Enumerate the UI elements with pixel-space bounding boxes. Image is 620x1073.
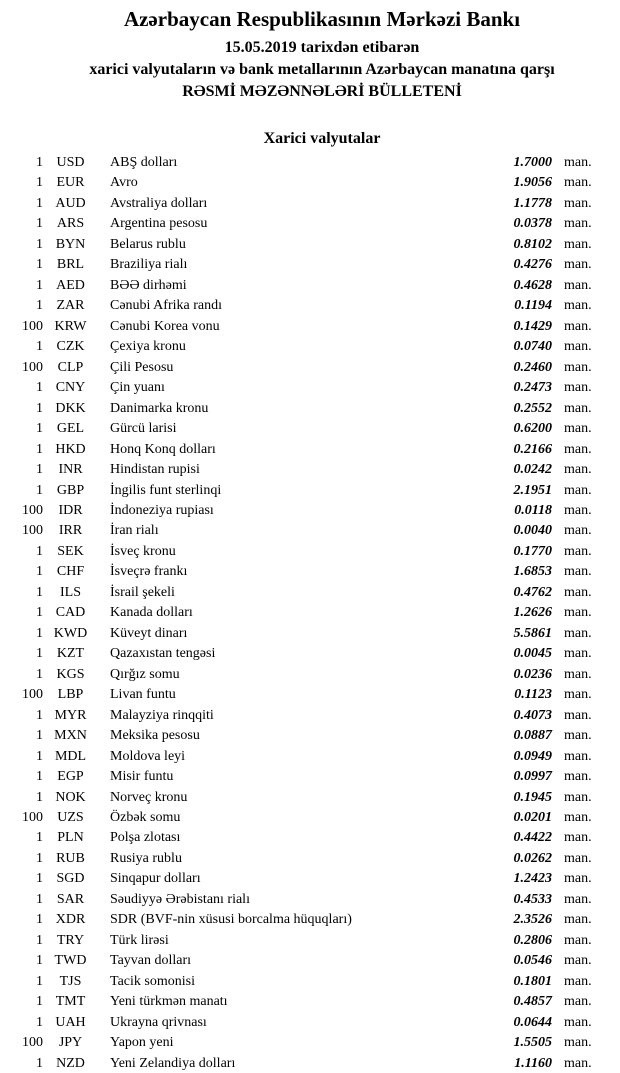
rate-unit-label: man. xyxy=(564,1055,592,1071)
rate-unit-label: man. xyxy=(564,195,592,211)
currency-code: ILS xyxy=(60,584,81,600)
currency-code: JPY xyxy=(58,1035,83,1051)
currency-name: Honq Konq dolları xyxy=(110,441,216,457)
section-title-foreign-currencies: Xarici valyutalar xyxy=(263,130,381,147)
bulletin-header xyxy=(24,0,620,103)
effective-date-line: 15.05.2019 tarixdən etibarən xyxy=(224,39,420,56)
rate-quantity: 1 xyxy=(36,666,43,682)
rate-value: 0.4276 xyxy=(513,257,552,273)
rate-value: 1.2423 xyxy=(513,871,552,887)
rate-unit-label: man. xyxy=(564,462,592,478)
rate-unit-label: man. xyxy=(564,339,592,355)
rate-quantity: 100 xyxy=(22,1035,43,1051)
rate-row xyxy=(0,481,620,501)
currency-code: SEK xyxy=(57,543,84,559)
rate-unit-label: man. xyxy=(564,871,592,887)
rate-unit-label: man. xyxy=(564,584,592,600)
currency-name: Rusiya rublu xyxy=(110,850,182,866)
currency-name: Özbək somu xyxy=(110,810,181,825)
rate-quantity: 1 xyxy=(36,891,43,907)
rate-value: 0.4857 xyxy=(513,994,552,1010)
currency-name: Qırğız somu xyxy=(110,666,180,682)
currency-code: CHF xyxy=(56,564,85,580)
rate-row xyxy=(0,644,620,664)
currency-code: TRY xyxy=(56,932,85,948)
currency-name: İsrail şekeli xyxy=(110,584,175,600)
rate-value: 0.0887 xyxy=(513,728,552,744)
rate-value: 0.0201 xyxy=(513,810,552,825)
rate-value: 0.2166 xyxy=(513,441,552,457)
rate-unit-label: man. xyxy=(564,646,592,662)
currency-code: NOK xyxy=(55,789,86,805)
rate-row xyxy=(0,153,620,173)
currency-name: Belarus rublu xyxy=(110,236,186,252)
rate-row xyxy=(0,910,620,930)
rate-unit-label: man. xyxy=(564,850,592,866)
rate-value: 0.0949 xyxy=(513,748,552,764)
rate-unit-label: man. xyxy=(564,1014,592,1030)
rate-value: 0.0040 xyxy=(513,523,552,539)
currency-name: Danimarka kronu xyxy=(110,400,209,416)
rate-unit-label: man. xyxy=(564,482,592,498)
rate-quantity: 1 xyxy=(36,1055,43,1071)
rate-unit-label: man. xyxy=(564,994,592,1010)
rate-unit-label: man. xyxy=(564,932,592,948)
rate-row xyxy=(0,399,620,419)
rate-unit-label: man. xyxy=(564,707,592,723)
rate-unit-label: man. xyxy=(564,523,592,539)
rate-quantity: 1 xyxy=(36,605,43,621)
rate-quantity: 1 xyxy=(36,1014,43,1030)
rate-unit-label: man. xyxy=(564,175,592,191)
rate-unit-label: man. xyxy=(564,810,592,825)
rate-unit-label: man. xyxy=(564,728,592,744)
bank-title: Azərbaycan Respublikasının Mərkəzi Bankı xyxy=(123,7,521,31)
currency-name: Braziliya rialı xyxy=(110,257,188,273)
rate-quantity: 1 xyxy=(36,973,43,989)
rate-unit-label: man. xyxy=(564,789,592,805)
rate-quantity: 1 xyxy=(36,625,43,641)
rate-row xyxy=(0,1033,620,1053)
currency-code: TMT xyxy=(55,994,86,1010)
rate-quantity: 1 xyxy=(36,216,43,232)
currency-name: Çin yuanı xyxy=(110,380,165,396)
rate-unit-label: man. xyxy=(564,687,592,703)
currency-name: Malayziya rinqqiti xyxy=(110,707,214,723)
rate-value: 1.5505 xyxy=(513,1035,552,1051)
currency-name: Moldova leyi xyxy=(110,748,186,764)
rate-value: 0.4628 xyxy=(513,277,552,293)
currency-name: Argentina pesosu xyxy=(110,216,208,232)
rate-quantity: 100 xyxy=(22,810,43,825)
currency-code: IDR xyxy=(58,502,83,518)
currency-name: Tayvan dolları xyxy=(110,953,192,969)
rate-value: 0.2460 xyxy=(513,359,552,375)
rate-row xyxy=(0,1054,620,1073)
rate-quantity: 1 xyxy=(36,155,43,170)
rate-row xyxy=(0,767,620,787)
currency-code: CZK xyxy=(56,339,85,355)
rate-quantity: 1 xyxy=(36,912,43,928)
rate-unit-label: man. xyxy=(564,830,592,846)
rate-row xyxy=(0,603,620,623)
rate-quantity: 1 xyxy=(36,953,43,969)
rate-row xyxy=(0,624,620,644)
currency-name: İran rialı xyxy=(110,523,159,539)
rate-row xyxy=(0,828,620,848)
rate-value: 0.1770 xyxy=(513,543,552,559)
currency-name: Misir funtu xyxy=(110,769,174,785)
currency-code: CNY xyxy=(55,380,86,396)
rate-quantity: 100 xyxy=(22,523,43,539)
rate-value: 0.1194 xyxy=(514,298,552,314)
rate-row xyxy=(0,726,620,746)
currency-name: Livan funtu xyxy=(110,687,176,703)
rate-row xyxy=(0,890,620,910)
rate-row xyxy=(0,849,620,869)
currency-name: Səudiyyə Ərəbistanı rialı xyxy=(110,891,250,907)
rate-row xyxy=(0,358,620,378)
rate-value: 0.1801 xyxy=(513,973,552,989)
currency-name: BƏƏ dirhəmi xyxy=(110,277,187,293)
rate-value: 2.1951 xyxy=(513,482,552,498)
currency-code: AUD xyxy=(55,195,86,211)
rate-value: 0.4762 xyxy=(513,584,552,600)
currency-code: INR xyxy=(58,462,83,478)
rate-quantity: 1 xyxy=(36,380,43,396)
rate-row xyxy=(0,931,620,951)
currency-code: KWD xyxy=(53,625,88,641)
rate-value: 0.0262 xyxy=(513,850,552,866)
rate-row xyxy=(0,562,620,582)
rate-value: 1.1160 xyxy=(514,1055,552,1071)
currency-name: Polşa zlotası xyxy=(110,830,181,846)
currency-code: HKD xyxy=(55,441,86,457)
rate-row xyxy=(0,419,620,439)
rate-row xyxy=(0,665,620,685)
rate-quantity: 1 xyxy=(36,728,43,744)
rate-row xyxy=(0,235,620,255)
currency-code: BRL xyxy=(56,257,85,273)
currency-code: NZD xyxy=(56,1055,85,1071)
rate-row xyxy=(0,255,620,275)
rate-row xyxy=(0,214,620,234)
rate-value: 0.1123 xyxy=(514,687,552,703)
rate-value: 0.2552 xyxy=(513,400,552,416)
currency-code: KGS xyxy=(56,666,85,682)
currency-code: UAH xyxy=(55,1014,86,1030)
rate-quantity: 1 xyxy=(36,769,43,785)
currency-code: BYN xyxy=(55,236,86,252)
currency-name: Avro xyxy=(110,175,138,191)
currency-code: USD xyxy=(56,155,85,170)
rate-unit-label: man. xyxy=(564,891,592,907)
rate-quantity: 1 xyxy=(36,441,43,457)
rate-unit-label: man. xyxy=(564,441,592,457)
rate-unit-label: man. xyxy=(564,155,592,170)
currency-code: CAD xyxy=(55,605,86,621)
rate-value: 1.6853 xyxy=(513,564,552,580)
currency-name: Qazaxıstan tengəsi xyxy=(110,646,216,662)
rate-unit-label: man. xyxy=(564,912,592,928)
rate-row xyxy=(0,337,620,357)
currency-name: Gürcü larisi xyxy=(110,421,177,437)
rate-value: 0.0378 xyxy=(513,216,552,232)
rate-unit-label: man. xyxy=(564,359,592,375)
rate-value: 0.0740 xyxy=(513,339,552,355)
rate-quantity: 1 xyxy=(36,871,43,887)
rate-row xyxy=(0,747,620,767)
rate-quantity: 1 xyxy=(36,277,43,293)
rate-value: 0.6200 xyxy=(513,421,552,437)
rate-unit-label: man. xyxy=(564,564,592,580)
rates-table xyxy=(0,153,620,1073)
rate-row xyxy=(0,521,620,541)
rate-quantity: 1 xyxy=(36,236,43,252)
currency-name: Yapon yeni xyxy=(110,1035,174,1051)
currency-name: Küveyt dinarı xyxy=(110,625,188,641)
currency-name: Meksika pesosu xyxy=(110,728,200,744)
rate-unit-label: man. xyxy=(564,973,592,989)
rate-unit-label: man. xyxy=(564,318,592,334)
rate-value: 1.1778 xyxy=(513,195,552,211)
rate-unit-label: man. xyxy=(564,380,592,396)
rate-row xyxy=(0,460,620,480)
rate-unit-label: man. xyxy=(564,400,592,416)
currency-name: Norveç kronu xyxy=(110,789,188,805)
rate-quantity: 1 xyxy=(36,543,43,559)
rate-quantity: 1 xyxy=(36,339,43,355)
rate-value: 0.0644 xyxy=(513,1014,552,1030)
rate-unit-label: man. xyxy=(564,257,592,273)
rate-row xyxy=(0,440,620,460)
rate-quantity: 1 xyxy=(36,789,43,805)
rate-value: 0.4422 xyxy=(513,830,552,846)
rate-value: 0.1945 xyxy=(513,789,552,805)
rate-quantity: 1 xyxy=(36,830,43,846)
rate-value: 5.5861 xyxy=(513,625,552,641)
rate-value: 0.0118 xyxy=(514,502,552,518)
rate-row xyxy=(0,173,620,193)
bulletin-name-line: RƏSMİ MƏZƏNNƏLƏRİ BÜLLETENİ xyxy=(182,83,462,100)
rate-quantity: 1 xyxy=(36,195,43,211)
rate-quantity: 1 xyxy=(36,584,43,600)
currency-code: KZT xyxy=(56,646,85,662)
rate-quantity: 1 xyxy=(36,850,43,866)
rate-value: 0.8102 xyxy=(513,236,552,252)
rate-quantity: 1 xyxy=(36,175,43,191)
rate-value: 0.2806 xyxy=(513,932,552,948)
currency-code: DKK xyxy=(55,400,86,416)
currency-code: SAR xyxy=(56,891,85,907)
rate-quantity: 1 xyxy=(36,298,43,314)
rate-row xyxy=(0,706,620,726)
currency-name: Kanada dolları xyxy=(110,605,193,621)
currency-code: ARS xyxy=(56,216,85,232)
rate-quantity: 1 xyxy=(36,932,43,948)
currency-name: Yeni Zelandiya dolları xyxy=(110,1055,236,1071)
subject-line: xarici valyutaların və bank metallarının Azərbaycan manatına qarşı xyxy=(89,61,555,78)
rate-quantity: 1 xyxy=(36,400,43,416)
currency-code: RUB xyxy=(56,850,85,866)
currency-code: AED xyxy=(56,277,85,293)
rate-unit-label: man. xyxy=(564,1035,592,1051)
currency-code: TJS xyxy=(59,973,82,989)
currency-code: EGP xyxy=(57,769,84,785)
rate-unit-label: man. xyxy=(564,953,592,969)
rate-quantity: 1 xyxy=(36,462,43,478)
currency-name: İsveçrə frankı xyxy=(110,564,188,580)
rate-row xyxy=(0,194,620,214)
rate-unit-label: man. xyxy=(564,748,592,764)
currency-code: GBP xyxy=(56,482,85,498)
currency-code: MDL xyxy=(54,748,87,764)
rate-value: 0.4533 xyxy=(513,891,552,907)
rate-value: 1.9056 xyxy=(513,175,552,191)
rate-row xyxy=(0,501,620,521)
rate-value: 0.1429 xyxy=(513,318,552,334)
rate-row xyxy=(0,378,620,398)
rate-unit-label: man. xyxy=(564,605,592,621)
currency-code: GEL xyxy=(56,421,85,437)
currency-name: Cənubi Korea vonu xyxy=(110,318,220,334)
currency-name: Avstraliya dolları xyxy=(110,195,208,211)
currency-name: Hindistan rupisi xyxy=(110,462,200,478)
rate-row xyxy=(0,788,620,808)
rate-unit-label: man. xyxy=(564,502,592,518)
rate-row xyxy=(0,685,620,705)
rate-row xyxy=(0,542,620,562)
rate-value: 2.3526 xyxy=(513,912,552,928)
currency-name: Ukrayna qrivnası xyxy=(110,1014,207,1030)
rate-unit-label: man. xyxy=(564,216,592,232)
rate-value: 0.0242 xyxy=(513,462,552,478)
currency-name: Çili Pesosu xyxy=(110,359,174,375)
currency-name: Cənubi Afrika randı xyxy=(110,298,222,314)
rate-unit-label: man. xyxy=(564,421,592,437)
rate-row xyxy=(0,808,620,828)
rate-row xyxy=(0,296,620,316)
rate-unit-label: man. xyxy=(564,236,592,252)
rate-row xyxy=(0,317,620,337)
currency-code: MYR xyxy=(54,707,87,723)
rate-quantity: 1 xyxy=(36,646,43,662)
rate-row xyxy=(0,972,620,992)
currency-name: İndoneziya rupiası xyxy=(110,502,214,518)
currency-code: XDR xyxy=(55,912,86,928)
rate-value: 0.0997 xyxy=(513,769,552,785)
currency-code: LBP xyxy=(57,687,84,703)
rate-row xyxy=(0,1013,620,1033)
currency-code: ZAR xyxy=(56,298,85,314)
currency-code: PLN xyxy=(57,830,84,846)
rate-quantity: 1 xyxy=(36,707,43,723)
rate-value: 0.2473 xyxy=(513,380,552,396)
currency-name: Yeni türkmən manatı xyxy=(110,994,228,1010)
currency-name: ABŞ dolları xyxy=(110,155,178,170)
currency-name: Türk lirəsi xyxy=(110,932,169,948)
rate-quantity: 1 xyxy=(36,257,43,273)
rate-quantity: 100 xyxy=(22,359,43,375)
rate-value: 1.2626 xyxy=(513,605,552,621)
currency-name: İsveç kronu xyxy=(110,543,176,559)
rate-quantity: 100 xyxy=(22,318,43,334)
rate-quantity: 1 xyxy=(36,421,43,437)
currency-code: SGD xyxy=(56,871,85,887)
rate-unit-label: man. xyxy=(564,769,592,785)
rate-unit-label: man. xyxy=(564,298,592,314)
currency-code: CLP xyxy=(57,359,84,375)
currency-name: Tacik somonisi xyxy=(110,973,195,989)
rate-value: 0.0546 xyxy=(513,953,552,969)
rate-unit-label: man. xyxy=(564,277,592,293)
rate-row xyxy=(0,583,620,603)
currency-code: KRW xyxy=(54,318,87,334)
currency-code: MXN xyxy=(54,728,87,744)
rate-value: 1.7000 xyxy=(513,155,552,170)
rate-unit-label: man. xyxy=(564,625,592,641)
rate-quantity: 100 xyxy=(22,687,43,703)
currency-name: SDR (BVF-nin xüsusi borcalma hüquqları) xyxy=(110,912,352,928)
rate-quantity: 1 xyxy=(36,482,43,498)
currency-code: EUR xyxy=(56,175,85,191)
currency-name: Sinqapur dolları xyxy=(110,871,201,887)
rate-row xyxy=(0,276,620,296)
currency-code: UZS xyxy=(57,810,84,825)
rate-row xyxy=(0,951,620,971)
rate-quantity: 1 xyxy=(36,564,43,580)
rate-value: 0.0045 xyxy=(513,646,552,662)
rate-value: 0.0236 xyxy=(513,666,552,682)
currency-name: İngilis funt sterlinqi xyxy=(110,482,222,498)
currency-code: IRR xyxy=(58,523,83,539)
rate-value: 0.4073 xyxy=(513,707,552,723)
rate-quantity: 100 xyxy=(22,502,43,518)
rate-quantity: 1 xyxy=(36,748,43,764)
currency-name: Çexiya kronu xyxy=(110,339,186,355)
rate-row xyxy=(0,992,620,1012)
rate-unit-label: man. xyxy=(564,666,592,682)
currency-code: TWD xyxy=(54,953,87,969)
rate-quantity: 1 xyxy=(36,994,43,1010)
rate-unit-label: man. xyxy=(564,543,592,559)
rate-row xyxy=(0,869,620,889)
